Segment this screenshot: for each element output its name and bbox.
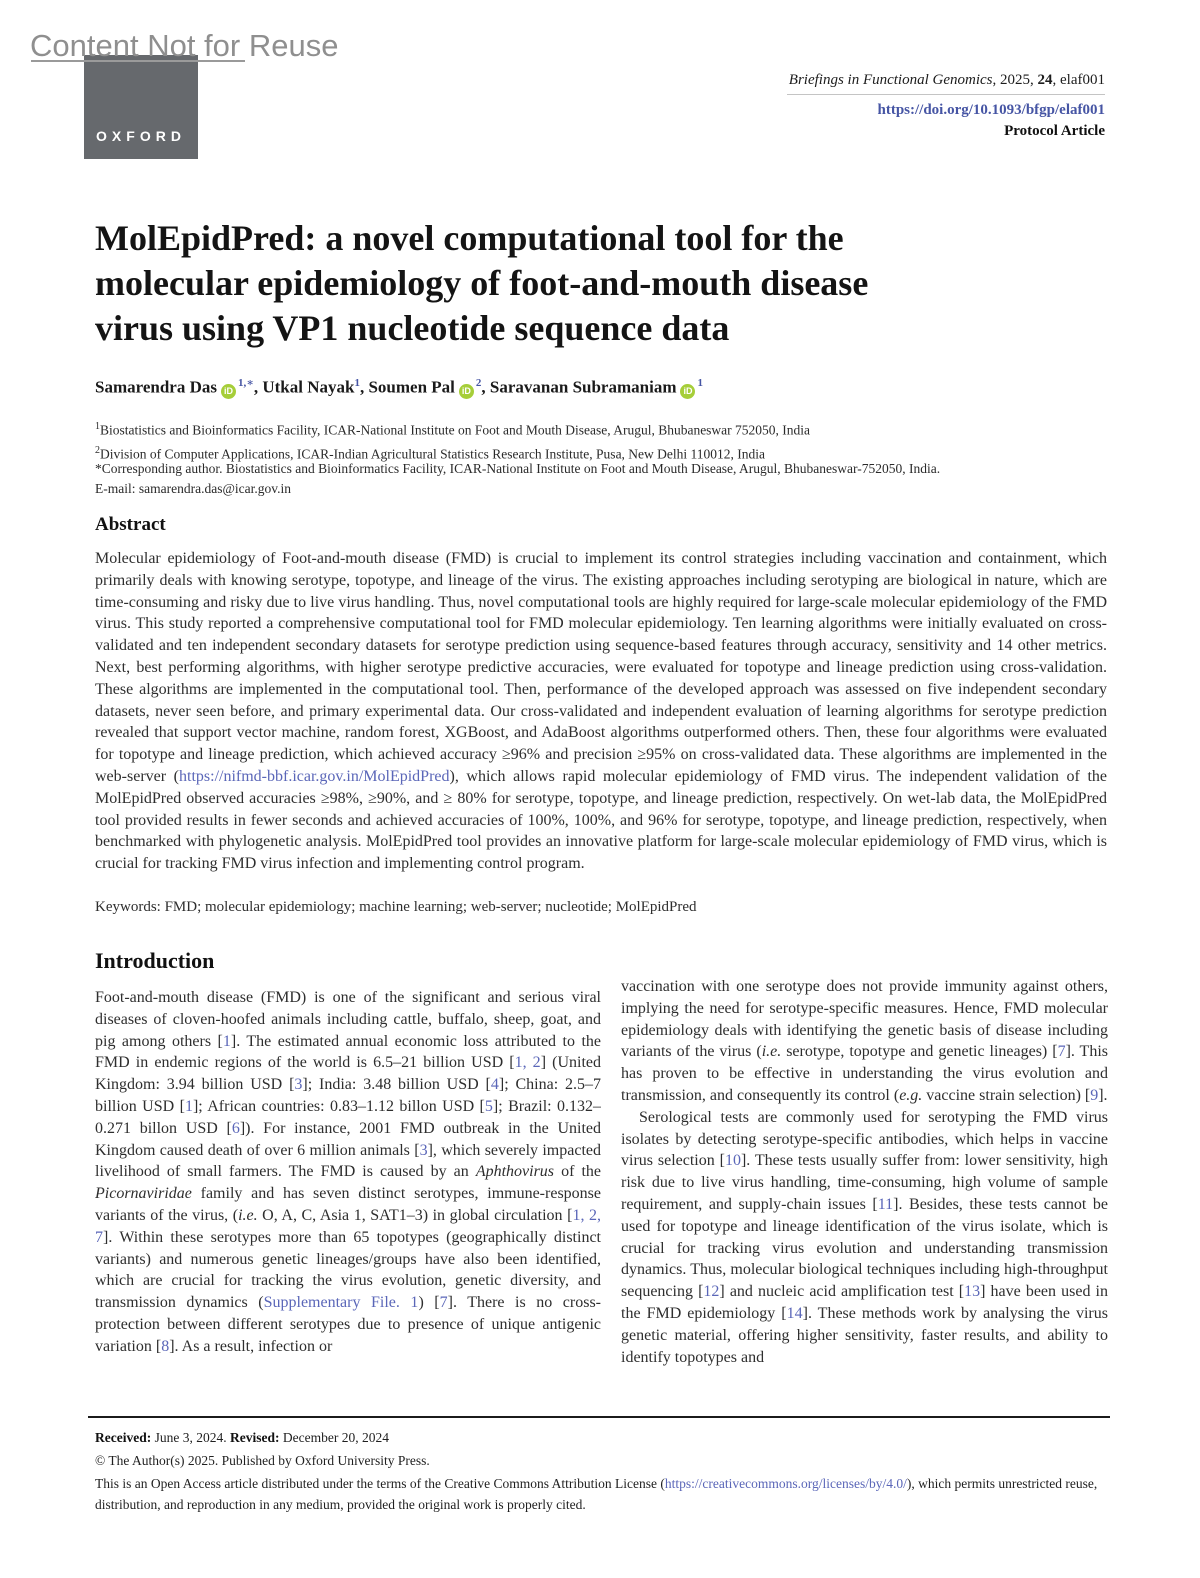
correspondence-line: *Corresponding author. Biostatistics and Bioinformatics Facility, ICAR-National Institute on Foot and Mouth Disease, Arugul, Bhubaneswar-752050, India.	[95, 461, 941, 476]
intro-paragraph-1-cont	[621, 976, 1108, 1107]
text-run: ]. The estimated annual economic loss attributed to the FMD in endemic regions of the world is 6.5–21 billion USD [	[95, 1032, 601, 1072]
citation-link[interactable]: 10	[724, 1152, 741, 1170]
intro-paragraph-1	[95, 987, 601, 1358]
text-run: ]; China: 2.5–7 billion USD [	[95, 1076, 601, 1115]
citation-link[interactable]: 8	[161, 1337, 170, 1355]
citation-link[interactable]: 1, 2	[514, 1054, 541, 1072]
text-run: i.e.	[761, 1043, 782, 1061]
oxford-logo-text: OXFORD	[96, 128, 186, 144]
introduction-heading: Introduction	[95, 948, 215, 973]
text-run: ]. These tests usually suffer from: lower sensitivity, high risk due to live virus handling, time-consuming, high volume of sample requirement, and supply-chain issues [	[621, 1152, 1108, 1213]
text-run: ]. As a result, infection or	[169, 1337, 333, 1355]
orcid-icon[interactable]: iD	[221, 384, 236, 399]
oxford-logo	[84, 55, 198, 159]
revised-date: December 20, 2024	[279, 1430, 389, 1445]
citation-link[interactable]: 1	[184, 1097, 193, 1115]
text-run: ]. Within these serotypes more than 65 topotypes (geographically distinct variants) and numerous genetic lineages/groups have also been identified, which are crucial for tracking the virus evolution, genetic diversity, and transmission dynamics (	[95, 1228, 601, 1312]
journal-year: , 2025,	[992, 72, 1038, 88]
text-run: ]. These methods work by analysing the virus genetic material, offering higher sensitivity, faster results, and ability to identify topotypes and	[621, 1304, 1108, 1366]
text-run: Serological tests are commonly used for serotyping the FMD virus isolates by detecting serotype-specific antibodies, which helps in vaccine virus selection [	[621, 1108, 1108, 1170]
text-run: ]). For instance, 2001 FMD outbreak in the United Kingdom caused death of over 6 million animals [	[95, 1119, 601, 1159]
text-run: ) [	[418, 1294, 440, 1312]
text-run: i.e.	[238, 1206, 258, 1224]
affiliation-line: $^2$Division of Computer Applications, ICAR-Indian Agricultural Statistics Research Institute, Pusa, New Delhi 110012, India	[95, 444, 766, 461]
text-run: Aphthovirus	[475, 1163, 555, 1181]
author-superscript: 1	[354, 377, 360, 389]
author-superscript: 2	[475, 377, 482, 389]
author-name: Soumen Pal	[368, 377, 455, 397]
text-run: ], which severely impacted livelihood of small farmers. The FMD is caused by an	[95, 1141, 601, 1181]
page-title	[95, 216, 1105, 351]
journal-article-id: , elaf001	[1052, 72, 1105, 88]
inline-link[interactable]: https://nifmd-bbf.icar.gov.in/MolEpidPred	[179, 767, 450, 785]
citation-link[interactable]: 13	[964, 1283, 981, 1301]
correspondence-email: E-mail: samarendra.das@icar.gov.in	[95, 481, 291, 496]
inline-link[interactable]: Supplementary File. 1	[263, 1294, 419, 1312]
affiliation-line: $^1$Biostatistics and Bioinformatics Facility, ICAR-National Institute on Foot and Mouth Disease, Arugul, Bhubaneswar 752050, India	[95, 421, 811, 438]
journal-name: Briefings in Functional Genomics	[788, 72, 993, 88]
citation-link[interactable]: 6	[231, 1119, 240, 1137]
text-run: ]. Besides, these tests cannot be used for topotype and lineage identification of the virus isolate, which is crucial for tracking virus evolution and understanding transmission dynamics. Thus, molecular biological techniques including high-throughput sequencing [	[621, 1195, 1108, 1301]
citation-link[interactable]: 14	[786, 1304, 803, 1322]
keywords-line	[95, 899, 697, 916]
doi-link[interactable]: https://doi.org/10.1093/bfgp/elaf001	[877, 102, 1105, 118]
author-superscript: 1,∗	[238, 377, 254, 389]
intro-paragraph-2	[621, 1107, 1108, 1369]
text-run: Molecular epidemiology of Foot-and-mouth disease (FMD) is crucial to implement its control strategies including vaccination and containment, which primarily deals with knowing serotype, topotype, and lineage of the virus. The existing approaches including serotyping are biological in nature, which are time-consuming and risky due to live virus handling. Thus, novel computational tools are highly required for large-scale molecular epidemiology of the FMD virus. This study reported a comprehensive computational tool for FMD molecular epidemiology. Ten learning algorithms were initially evaluated on cross-validated and ten independent secondary datasets for serotype prediction using sequence-based features through accuracy, sensitivity and 14 other metrics. Next, best performing algorithms, with higher serotype predictive accuracies, were evaluated for topotype and lineage prediction using cross-validation. These algorithms are implemented in the computational tool. Then, performance of the developed approach was assessed on five independent secondary datasets, never seen before, and primary experimental data. Our cross-validated and independent evaluation of learning algorithms for serotype prediction revealed that support vector machine, random forest, XGBoost, and AdaBoost algorithms outperformed others. Then, these four algorithms were evaluated for topotype and lineage prediction, which achieved accuracy ≥96% and precision ≥95% on cross-validated data. These algorithms are implemented in the web-server (	[95, 550, 1107, 785]
text-run: of the	[554, 1163, 601, 1181]
journal-header	[787, 72, 1105, 140]
author-name: Saravanan Subramaniam	[489, 377, 677, 397]
header-divider	[787, 94, 1105, 95]
text-run: ] (United Kingdom: 3.94 billion USD [	[95, 1054, 601, 1094]
text-run: ]. There is no cross-protection between different serotypes due to presence of unique antigenic variation [	[95, 1294, 601, 1355]
abstract-heading: Abstract	[95, 514, 166, 535]
correspondence-block	[95, 459, 1107, 499]
text-run: ]; India: 3.48 billion USD [	[302, 1076, 491, 1094]
author-superscript: 1	[697, 377, 703, 389]
received-revised-line	[95, 1427, 1110, 1448]
author-separator: ,	[359, 377, 369, 397]
citation-link[interactable]: 12	[703, 1283, 720, 1301]
journal-volume: 24	[1037, 72, 1053, 88]
text-run: vaccination with one serotype does not provide immunity against others, implying the need for serotype-specific measures. Hence, FMD molecular epidemiology deals with identifying the genetic basis of disease including variants of the virus (	[621, 978, 1108, 1061]
citation-link[interactable]: 1	[222, 1032, 231, 1050]
text-run: Picornaviridae	[95, 1185, 192, 1203]
text-run: ]; African countries: 0.83–1.12 billon USD [	[192, 1097, 485, 1115]
authors-line	[95, 376, 703, 399]
text-run: family and has seven distinct serotypes, immune-response variants of the virus, (	[95, 1185, 601, 1224]
title-line-2: molecular epidemiology of foot-and-mouth disease	[95, 263, 869, 303]
citation-link[interactable]: 9	[1090, 1086, 1099, 1104]
received-label: Received:	[95, 1430, 152, 1445]
text-run: e.g.	[899, 1086, 923, 1104]
text-run: ].	[1098, 1086, 1108, 1104]
text-run: Foot-and-mouth disease (FMD) is one of the significant and serious viral diseases of cloven-hoofed animals including cattle, buffalo, sheep, goat, and pig among others [	[95, 989, 601, 1050]
citation-link[interactable]: 1, 2, 7	[95, 1206, 601, 1246]
received-date: June 3, 2024.	[151, 1430, 230, 1445]
text-run: vaccine strain selection) [	[922, 1086, 1091, 1104]
copyright-line: © The Author(s) 2025. Published by Oxford University Press.	[95, 1453, 430, 1468]
article-type-label: Protocol Article	[1004, 123, 1105, 139]
intro-column-left	[95, 987, 601, 1413]
title-line-3: virus using VP1 nucleotide sequence data	[95, 308, 730, 348]
citation-link[interactable]: 7	[439, 1294, 448, 1312]
footer-block	[95, 1427, 1110, 1517]
author-name: Samarendra Das	[95, 377, 217, 397]
text-run: ), which permits unrestricted reuse, distribution, and reproduction in any medium, provided the original work is properly cited.	[95, 1476, 1098, 1512]
affiliations-block	[95, 417, 810, 464]
author-name: Utkal Nayak	[262, 377, 355, 397]
author-separator: ,	[481, 377, 490, 397]
inline-link[interactable]: https://creativecommons.org/licenses/by/4.0/	[664, 1476, 907, 1491]
text-run: ), which allows rapid molecular epidemiology of FMD virus. The independent validation of the MolEpidPred observed accuracies ≥98%, ≥90%, and ≥ 80% for serotype, topotype, and lineage prediction, respectively. On wet-lab data, the MolEpidPred tool provided results in fewer seconds and achieved accuracies of 100%, 100%, and 96% for serotype, topotype, and lineage prediction, respectively, when benchmarked with phylogenetic analysis. MolEpidPred tool provides an innovative platform for large-scale molecular epidemiology of FMD virus, which is crucial for tracking FMD virus infection and implementing control program.	[95, 767, 1107, 873]
license-text	[95, 1473, 1110, 1515]
citation-link[interactable]: 5	[484, 1097, 493, 1115]
watermark-underline	[31, 60, 245, 62]
text-run: ] have been used in the FMD epidemiology [	[621, 1283, 1108, 1322]
keywords-label: Keywords:	[95, 899, 161, 915]
text-run: This is an Open Access article distributed under the terms of the Creative Commons Attribution License (	[95, 1476, 665, 1491]
citation-link[interactable]: 3	[294, 1076, 303, 1094]
abstract-text	[95, 548, 1107, 875]
orcid-icon[interactable]: iD	[459, 384, 474, 399]
journal-citation	[787, 72, 1105, 89]
intro-column-right	[621, 976, 1108, 1413]
keywords-text: FMD; molecular epidemiology; machine learning; web-server; nucleotide; MolEpidPred	[160, 899, 697, 915]
citation-link[interactable]: 7	[1057, 1043, 1066, 1061]
text-run: ]; Brazil: 0.132–0.271 billon USD [	[95, 1097, 601, 1137]
footer-divider	[88, 1416, 1110, 1418]
text-run: ] and nucleic acid amplification test [	[719, 1283, 965, 1301]
citation-link[interactable]: 11	[877, 1195, 894, 1213]
citation-link[interactable]: 3	[419, 1141, 428, 1159]
citation-link[interactable]: 4	[490, 1076, 499, 1094]
text-run: O, A, C, Asia 1, SAT1–3) in global circulation [	[257, 1206, 573, 1224]
watermark-text: Content Not for Reuse	[30, 28, 339, 63]
revised-label: Revised:	[229, 1430, 280, 1445]
title-line-1: MolEpidPred: a novel computational tool for the	[95, 218, 844, 258]
text-run: ]. This has proven to be effective in understanding the virus evolution and transmission, and consequently its control (	[621, 1043, 1108, 1104]
text-run: serotype, topotype and genetic lineages) [	[781, 1043, 1058, 1061]
orcid-icon[interactable]: iD	[680, 384, 695, 399]
author-separator: ,	[253, 377, 263, 397]
